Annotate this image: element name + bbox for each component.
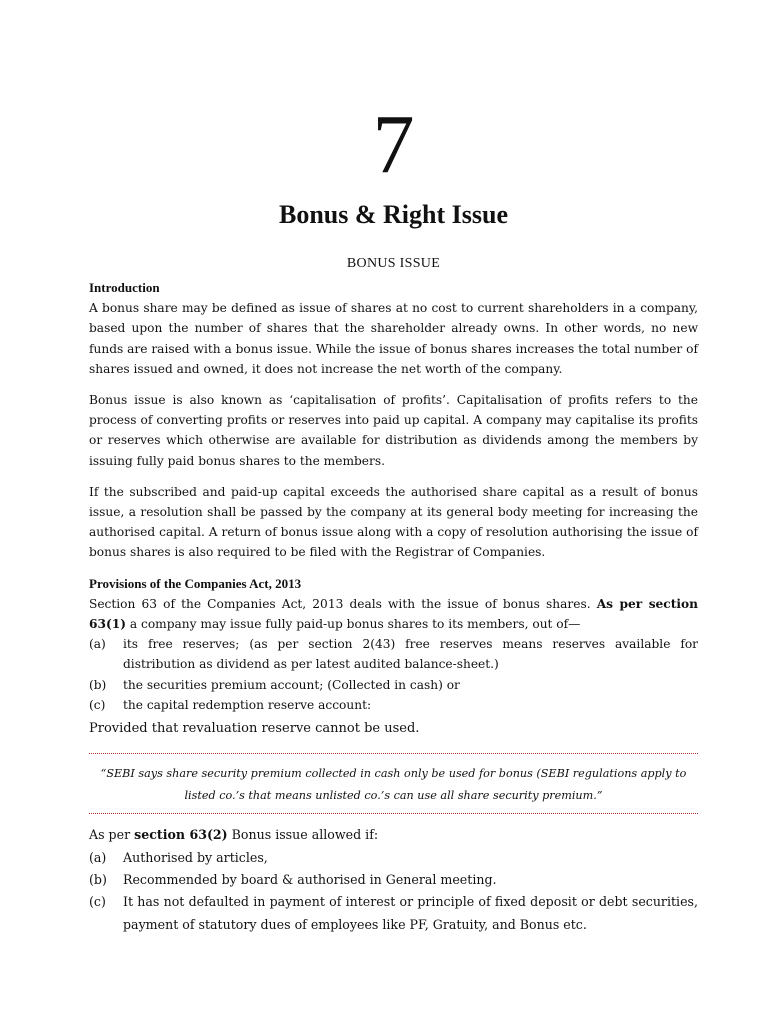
divider-bottom (89, 813, 698, 814)
conditions-section-ref: section 63(2) (134, 827, 228, 843)
proviso-text: Provided that revaluation reserve cannot be used. (89, 721, 420, 737)
intro-paragraph-3: If the subscribed and paid-up capital exceeds the authorised share capital as a result of bonus issue, a resolution shall be passed by the company at its general body meeting for increasing the authorised capital. A return of bonus issue along with a copy of resolution authorising the issue of bonus shares is also required to be filed with the Registrar of Companies. (89, 484, 698, 560)
conditions-intro-pre: As per (89, 827, 131, 843)
provisions-section-ref: As per section 63(1) (89, 596, 698, 632)
list-text: the securities premium account; (Collected in cash) or (123, 677, 460, 692)
conditions-intro-post: Bonus issue allowed if: (231, 827, 379, 843)
provisions-intro-pre: Section 63 of the Companies Act, 2013 deals with the issue of bonus shares. (89, 596, 591, 611)
section-heading: BONUS ISSUE (346, 256, 441, 271)
list-text: Authorised by articles, (123, 849, 268, 865)
list-label: (a) (89, 637, 106, 652)
list-label: (a) (89, 849, 107, 865)
body-content (89, 278, 698, 936)
list-item (89, 869, 698, 891)
intro-paragraph-1: A bonus share may be defined as issue of shares at no cost to current shareholders in a company, based upon the number of shares that the shareholder already owns. In other words, no new funds are raised with a bonus issue. While the issue of bonus shares increases the total number of shares issued and owned, it does not increase the net worth of the company. (89, 301, 698, 376)
list-label: (c) (89, 697, 106, 712)
provisions-intro-post: a company may issue fully paid-up bonus shares to its members, out of— (129, 617, 581, 632)
list-text: the capital redemption reserve account: (123, 697, 372, 712)
introduction-heading: Introduction (89, 280, 160, 295)
provisions-intro (89, 594, 698, 634)
intro-paragraph-2: Bonus issue is also known as ‘capitalisation of profits’. Capitalisation of profits refers to the process of converting profits or reserves into paid up capital. A company may capitalise its profits or reserves which otherwise are available for distribution as dividends among the members by issuing fully paid bonus shares to the members. (89, 393, 698, 468)
list-item (89, 634, 698, 674)
list-label: (b) (89, 872, 107, 888)
list-text: Recommended by board & authorised in General meeting. (123, 872, 497, 888)
list-label: (b) (89, 677, 107, 692)
list-item (89, 695, 698, 715)
list-text: its free reserves; (as per section 2(43) free reserves means reserves available for distribution as dividend as per latest audited balance-sheet.) (123, 637, 698, 672)
conditions-block (89, 824, 698, 936)
provisions-heading: Provisions of the Companies Act, 2013 (89, 575, 302, 591)
sebi-quote: “SEBI says share security premium collected in cash only be used for bonus (SEBI regulations apply to listed co.’s that means unlisted co.’s can use all share security premium.” (100, 767, 687, 803)
chapter-title: Bonus & Right Issue (278, 200, 508, 229)
list-item (89, 675, 698, 695)
conditions-intro (89, 824, 698, 846)
list-label: (c) (89, 894, 106, 910)
list-item (89, 891, 698, 936)
chapter-number: 7 (372, 98, 415, 191)
list-text: It has not defaulted in payment of interest or principle of fixed deposit or debt securities, payment of statutory dues of employees like PF, Gratuity, and Bonus etc. (123, 894, 698, 932)
list-item (89, 847, 698, 869)
